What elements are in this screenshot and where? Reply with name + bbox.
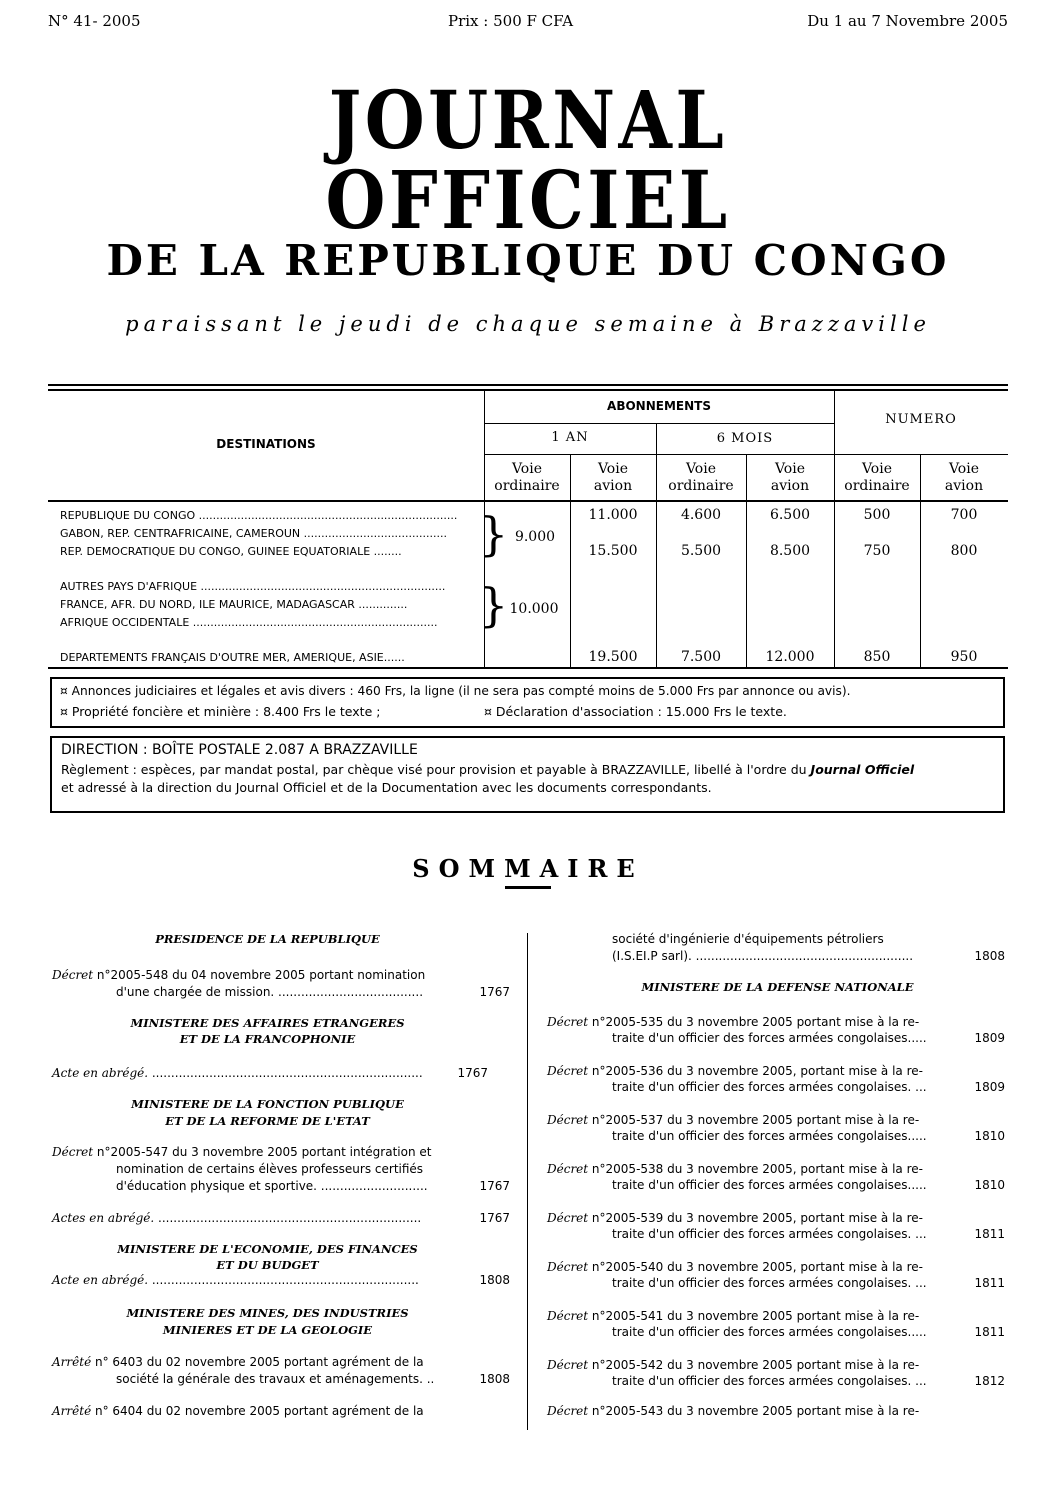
toc-entry[interactable] <box>547 1015 919 1029</box>
toc-entry-cont: traite d'un officier des forces armées congolaises. ... <box>612 1080 927 1094</box>
brace-icon: } <box>479 507 509 561</box>
toc-entry-text: n°2005-548 du 04 novembre 2005 portant nomination <box>93 968 426 982</box>
direction-address-note: et adressé à la direction du Journal Officiel et de la Documentation avec les documents correspondants. <box>61 780 712 795</box>
voie-label: Voie <box>511 461 543 477</box>
toc-entry[interactable] <box>52 1066 423 1080</box>
table-bottom-rule <box>48 667 1008 669</box>
sommaire-underline <box>505 886 551 889</box>
toc-section-heading: ET DE LA FRANCOPHONIE <box>179 1032 356 1046</box>
destination-row: DEPARTEMENTS FRANÇAIS D'OUTRE MER, AMERIQUE, ASIE...... <box>60 651 405 664</box>
issue-price: Prix : 500 F CFA <box>448 12 574 30</box>
voie-type: ordinaire <box>668 478 734 494</box>
col-1an: 1 AN <box>551 430 589 445</box>
toc-entry-cont: traite d'un officier des forces armées congolaises. ... <box>612 1227 927 1241</box>
rate-value: 19.500 <box>588 649 638 665</box>
sommaire-title: SOMMAIRE <box>412 854 644 883</box>
voie-type: ordinaire <box>494 478 560 494</box>
toc-page: 1808 <box>974 949 1005 963</box>
toc-entry-cont: d'éducation physique et sportive. ............................ <box>116 1179 428 1193</box>
payment-journal-name: Journal Officiel <box>810 762 915 777</box>
table-rule <box>484 454 834 455</box>
rate-value: 700 <box>950 507 978 523</box>
toc-entry-kind: Décret <box>547 1404 589 1418</box>
toc-entry-text: n°2005-537 du 3 novembre 2005 portant mise à la re- <box>588 1113 920 1127</box>
toc-section-heading: ET DE LA REFORME DE L'ETAT <box>165 1114 370 1128</box>
toc-entry-text: n°2005-543 du 3 novembre 2005 portant mise à la re- <box>588 1404 920 1418</box>
rate-value: 5.500 <box>680 543 722 559</box>
toc-page: 1809 <box>974 1080 1005 1094</box>
toc-entry-kind: Décret <box>547 1113 589 1127</box>
toc-entry[interactable] <box>547 1211 923 1225</box>
toc-entry[interactable] <box>547 1162 923 1176</box>
table-top-rule <box>48 384 1008 386</box>
rate-value: 9.000 <box>514 529 556 545</box>
rate-value: 800 <box>950 543 978 559</box>
rate-value: 10.000 <box>509 601 559 617</box>
voie-label: Voie <box>597 461 629 477</box>
voie-label: Voie <box>685 461 717 477</box>
journal-tagline: paraissant le jeudi de chaque semaine à Brazzaville <box>125 312 931 336</box>
toc-entry-text: ..................................................................... <box>154 1211 422 1225</box>
table-header-rule <box>48 500 1008 502</box>
rate-value: 950 <box>950 649 978 665</box>
toc-page: 1809 <box>974 1031 1005 1045</box>
table-rule <box>834 454 1008 455</box>
toc-entry-cont: d'une chargée de mission. ...................................... <box>116 985 424 999</box>
toc-entry-kind: Décret <box>52 1145 94 1159</box>
col-voie-avion <box>746 461 834 495</box>
toc-section-heading: MINISTERE DES AFFAIRES ETRANGERES <box>130 1016 405 1030</box>
voie-label: Voie <box>861 461 893 477</box>
journal-title: JOURNAL OFFICIEL <box>325 73 731 247</box>
toc-page: 1808 <box>479 1273 510 1287</box>
direction-payment <box>61 762 914 777</box>
toc-entry-kind: Arrêté <box>52 1404 92 1418</box>
col-voie-avion <box>920 461 1008 495</box>
destination-row: REP. DEMOCRATIQUE DU CONGO, GUINEE EQUATORIALE ........ <box>60 545 402 558</box>
destination-row: REPUBLIQUE DU CONGO .......................................................................... <box>60 509 458 522</box>
toc-entry-kind: Acte en abrégé. <box>52 1066 149 1080</box>
col-voie-ordinaire <box>484 461 570 495</box>
toc-page: 1767 <box>479 1211 510 1225</box>
toc-entry-cont: nomination de certains élèves professeurs certifiés <box>116 1162 424 1176</box>
toc-entry-text: n°2005-541 du 3 novembre 2005 portant mise à la re- <box>588 1309 920 1323</box>
toc-entry[interactable] <box>547 1309 919 1323</box>
toc-entry-kind: Décret <box>547 1162 589 1176</box>
issue-number: N° 41- 2005 <box>48 12 141 30</box>
voie-type: avion <box>770 478 810 494</box>
destination-row: AUTRES PAYS D'AFRIQUE ...................................................................... <box>60 580 446 593</box>
voie-type: ordinaire <box>844 478 910 494</box>
toc-entry-text: ....................................................................... <box>148 1066 423 1080</box>
toc-entry[interactable] <box>52 968 425 982</box>
col-voie-ordinaire <box>656 461 746 495</box>
toc-entry[interactable] <box>52 1273 419 1287</box>
rate-value: 850 <box>863 649 891 665</box>
toc-entry-text: n° 6403 du 02 novembre 2005 portant agrément de la <box>91 1355 424 1369</box>
toc-page: 1810 <box>974 1129 1005 1143</box>
toc-entry[interactable] <box>52 1145 431 1159</box>
col-voie-avion <box>570 461 656 495</box>
toc-entry-kind: Décret <box>52 968 94 982</box>
toc-entry[interactable] <box>52 1355 424 1369</box>
toc-entry-kind: Actes en abrégé. <box>52 1211 155 1225</box>
toc-entry-kind: Arrêté <box>52 1355 92 1369</box>
toc-page: 1811 <box>974 1227 1005 1241</box>
toc-entry[interactable] <box>52 1404 424 1418</box>
toc-entry-cont: traite d'un officier des forces armées congolaises..... <box>612 1129 927 1143</box>
toc-entry-text: n°2005-538 du 3 novembre 2005, portant mise à la re- <box>588 1162 923 1176</box>
toc-page: 1767 <box>479 985 510 999</box>
toc-entry-kind: Décret <box>547 1309 589 1323</box>
toc-entry-kind: Décret <box>547 1064 589 1078</box>
toc-entry[interactable] <box>547 1404 919 1418</box>
toc-entry[interactable] <box>547 1358 919 1372</box>
toc-entry-cont: (I.S.EI.P sarl). ......................................................... <box>612 949 914 963</box>
toc-entry-text: n°2005-536 du 3 novembre 2005, portant mise à la re- <box>588 1064 923 1078</box>
toc-entry-text: n°2005-535 du 3 novembre 2005 portant mise à la re- <box>588 1015 920 1029</box>
voie-type: avion <box>944 478 984 494</box>
rate-value: 750 <box>863 543 891 559</box>
toc-page: 1767 <box>457 1066 488 1080</box>
toc-section-heading: PRESIDENCE DE LA REPUBLIQUE <box>155 932 380 946</box>
rate-value: 15.500 <box>588 543 638 559</box>
payment-text: Règlement : espèces, par mandat postal, par chèque visé pour provision et payable à BRAZZAVILLE, libellé à l'ordre du <box>61 762 811 777</box>
toc-entry-cont: traite d'un officier des forces armées congolaises. ... <box>612 1374 927 1388</box>
rate-value: 6.500 <box>769 507 811 523</box>
toc-section-heading: MINIERES ET DE LA GEOLOGIE <box>162 1323 373 1337</box>
toc-page: 1810 <box>974 1178 1005 1192</box>
toc-section-heading: ET DU BUDGET <box>216 1258 319 1272</box>
toc-entry-cont: traite d'un officier des forces armées congolaises. ... <box>612 1276 927 1290</box>
table-rule <box>484 423 834 424</box>
table-top-rule-2 <box>48 389 1008 391</box>
toc-page: 1808 <box>479 1372 510 1386</box>
rate-value: 4.600 <box>680 507 722 523</box>
toc-entry-kind: Décret <box>547 1260 589 1274</box>
rate-value: 500 <box>863 507 891 523</box>
col-abonnements: ABONNEMENTS <box>607 399 711 413</box>
toc-entry-kind: Décret <box>547 1015 589 1029</box>
toc-entry-kind: Décret <box>547 1358 589 1372</box>
toc-entry[interactable] <box>547 1113 919 1127</box>
toc-entry[interactable] <box>547 1260 923 1274</box>
toc-entry-cont: traite d'un officier des forces armées congolaises..... <box>612 1325 927 1339</box>
toc-page: 1811 <box>974 1325 1005 1339</box>
note-line: ¤ Déclaration d'association : 15.000 Frs le texte. <box>484 704 787 719</box>
voie-label: Voie <box>774 461 806 477</box>
toc-section-heading: MINISTERE DE L'ECONOMIE, DES FINANCES <box>117 1242 418 1256</box>
toc-entry-cont: société la générale des travaux et aménagements. .. <box>116 1372 435 1386</box>
direction-address: DIRECTION : BOÎTE POSTALE 2.087 A BRAZZAVILLE <box>61 742 418 758</box>
voie-type: avion <box>593 478 633 494</box>
toc-entry-cont: société d'ingénierie d'équipements pétroliers <box>612 932 884 946</box>
toc-entry[interactable] <box>52 1211 421 1225</box>
destination-row: GABON, REP. CENTRAFRICAINE, CAMEROUN ......................................... <box>60 527 448 540</box>
col-numero: NUMERO <box>885 412 957 427</box>
note-line: ¤ Annonces judiciaires et légales et avis divers : 460 Frs, la ligne (il ne sera pas compté moins de 5.000 Frs par annonce ou avis). <box>60 684 851 698</box>
toc-section-heading: MINISTERE DE LA FONCTION PUBLIQUE <box>131 1097 404 1111</box>
rate-value: 11.000 <box>588 507 638 523</box>
rate-value: 7.500 <box>680 649 722 665</box>
column-divider <box>527 933 528 1430</box>
toc-section-heading: MINISTERE DES MINES, DES INDUSTRIES <box>126 1306 409 1320</box>
issue-dates: Du 1 au 7 Novembre 2005 <box>807 12 1008 30</box>
journal-subtitle: DE LA REPUBLIQUE DU CONGO <box>106 236 950 285</box>
table-vrule <box>834 390 835 668</box>
rate-value: 8.500 <box>769 543 811 559</box>
toc-entry-text: n°2005-539 du 3 novembre 2005, portant mise à la re- <box>588 1211 923 1225</box>
brace-icon: } <box>479 578 509 632</box>
toc-entry-cont: traite d'un officier des forces armées congolaises..... <box>612 1178 927 1192</box>
toc-entry-kind: Acte en abrégé. <box>52 1273 149 1287</box>
destination-row: AFRIQUE OCCIDENTALE ...................................................................... <box>60 616 438 629</box>
col-destinations: DESTINATIONS <box>216 437 316 451</box>
issue-header <box>48 12 1008 34</box>
col-voie-ordinaire <box>834 461 920 495</box>
toc-page: 1812 <box>974 1374 1005 1388</box>
note-line: ¤ Propriété foncière et minière : 8.400 Frs le texte ; <box>60 704 381 719</box>
toc-entry-kind: Décret <box>547 1211 589 1225</box>
toc-entry-text: n°2005-542 du 3 novembre 2005 portant mise à la re- <box>588 1358 920 1372</box>
voie-label: Voie <box>948 461 980 477</box>
toc-entry-text: n° 6404 du 02 novembre 2005 portant agrément de la <box>91 1404 424 1418</box>
toc-entry-text: ...................................................................... <box>148 1273 419 1287</box>
toc-entry[interactable] <box>547 1064 923 1078</box>
toc-entry-text: n°2005-547 du 3 novembre 2005 portant intégration et <box>93 1145 432 1159</box>
toc-page: 1811 <box>974 1276 1005 1290</box>
col-6mois: 6 MOIS <box>716 431 774 446</box>
toc-entry-cont: traite d'un officier des forces armées congolaises..... <box>612 1031 927 1045</box>
destination-row: FRANCE, AFR. DU NORD, ILE MAURICE, MADAGASCAR .............. <box>60 598 408 611</box>
toc-page: 1767 <box>479 1179 510 1193</box>
toc-entry-text: n°2005-540 du 3 novembre 2005, portant mise à la re- <box>588 1260 923 1274</box>
toc-section-heading: MINISTERE DE LA DEFENSE NATIONALE <box>641 980 914 994</box>
rate-value: 12.000 <box>765 649 815 665</box>
